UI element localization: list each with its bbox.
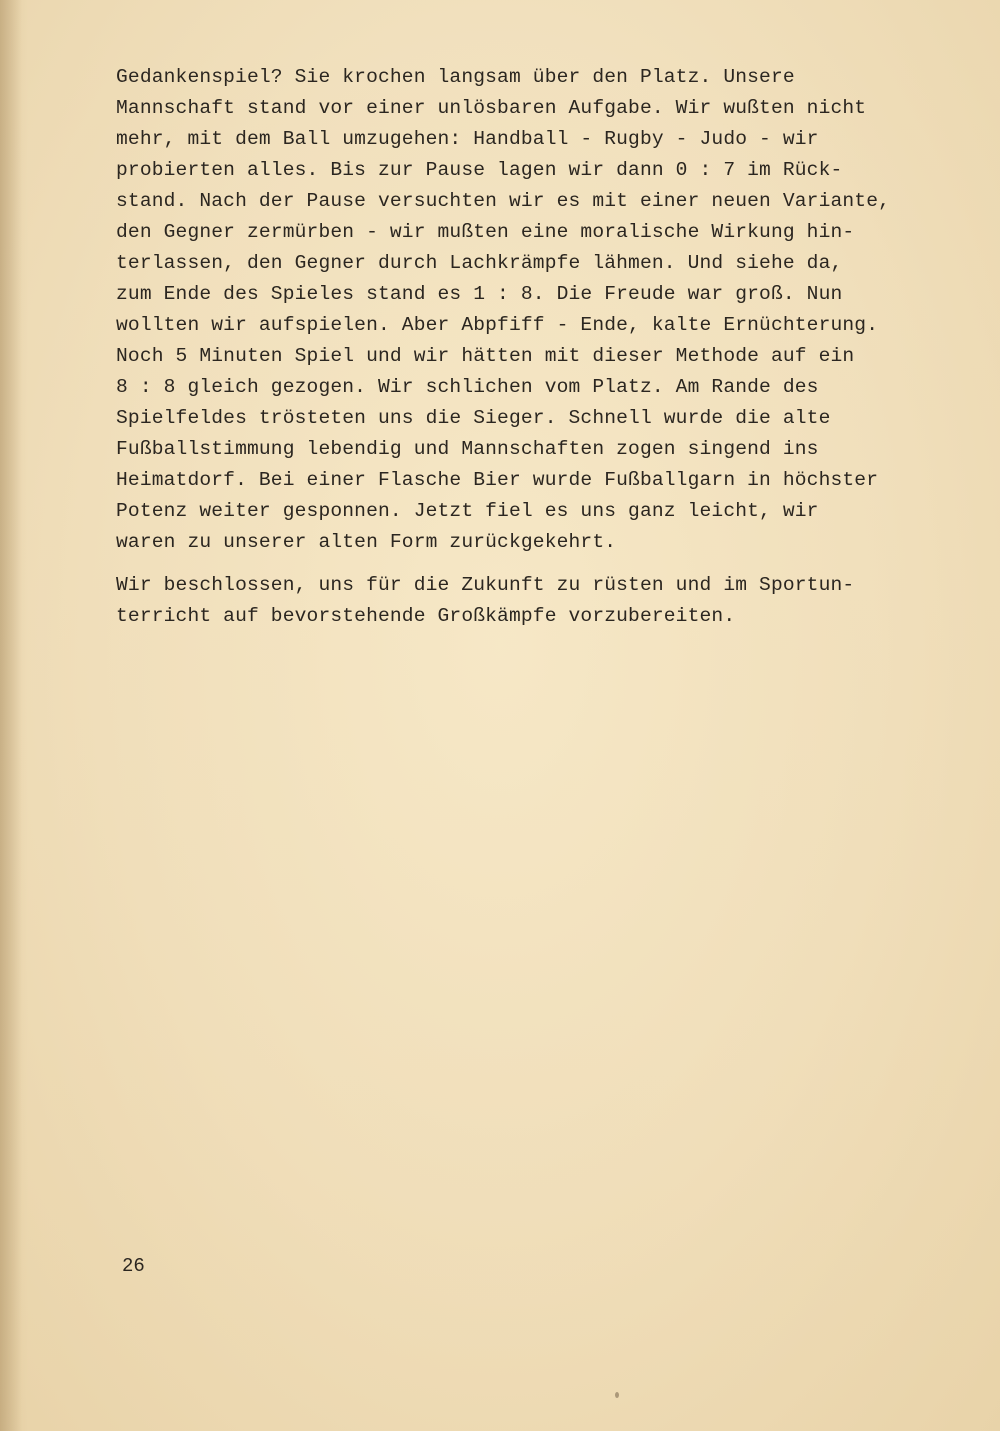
text-line: Gedankenspiel? Sie krochen langsam über den Platz. Unsere	[116, 66, 795, 88]
text-line: mehr, mit dem Ball umzugehen: Handball - Rugby - Judo - wir	[116, 128, 819, 150]
text-line: zum Ende des Spieles stand es 1 : 8. Die Freude war groß. Nun	[116, 283, 843, 305]
paper-speck	[615, 1392, 619, 1398]
binding-edge-shadow	[0, 0, 22, 1431]
page-number: 26	[122, 1255, 145, 1277]
text-line: wollten wir aufspielen. Aber Abpfiff - Ende, kalte Ernüchterung.	[116, 314, 879, 336]
text-line: probierten alles. Bis zur Pause lagen wir dann 0 : 7 im Rück-	[116, 159, 843, 181]
text-line: Wir beschlossen, uns für die Zukunft zu rüsten und im Sportun-	[116, 574, 855, 596]
text-line: Fußballstimmung lebendig und Mannschaften zogen singend ins	[116, 438, 819, 460]
text-line: Mannschaft stand vor einer unlösbaren Aufgabe. Wir wußten nicht	[116, 97, 867, 119]
text-line: Noch 5 Minuten Spiel und wir hätten mit dieser Methode auf ein	[116, 345, 855, 367]
text-line: Potenz weiter gesponnen. Jetzt fiel es uns ganz leicht, wir	[116, 500, 819, 522]
paragraph-1	[116, 62, 946, 558]
text-line: 8 : 8 gleich gezogen. Wir schlichen vom Platz. Am Rande des	[116, 376, 819, 398]
text-line: terlassen, den Gegner durch Lachkrämpfe lähmen. Und siehe da,	[116, 252, 843, 274]
text-line: den Gegner zermürben - wir mußten eine moralische Wirkung hin-	[116, 221, 855, 243]
typewritten-text	[116, 62, 946, 632]
text-line: Heimatdorf. Bei einer Flasche Bier wurde Fußballgarn in höchster	[116, 469, 879, 491]
text-line: terricht auf bevorstehende Großkämpfe vorzubereiten.	[116, 605, 736, 627]
text-line: waren zu unserer alten Form zurückgekehrt.	[116, 531, 617, 553]
text-line: Spielfeldes trösteten uns die Sieger. Schnell wurde die alte	[116, 407, 831, 429]
text-line: stand. Nach der Pause versuchten wir es mit einer neuen Variante,	[116, 190, 891, 212]
paragraph-2	[116, 570, 946, 632]
